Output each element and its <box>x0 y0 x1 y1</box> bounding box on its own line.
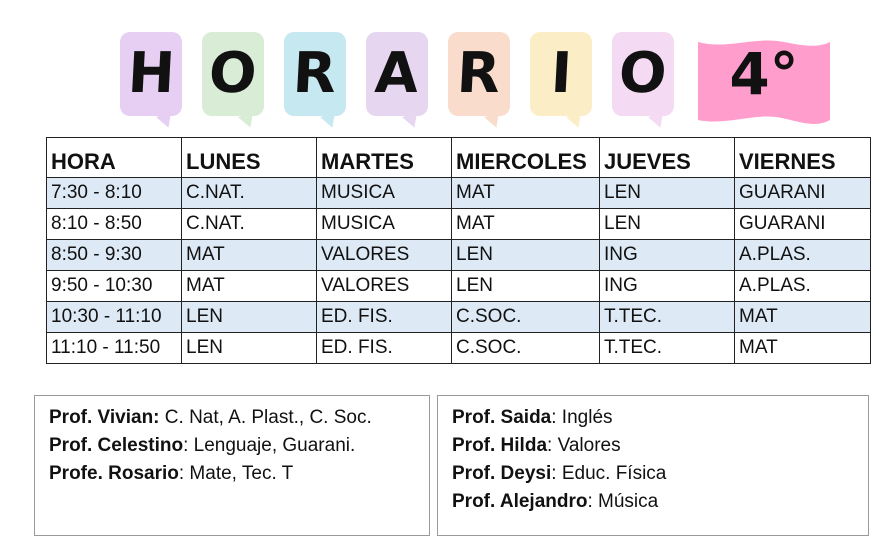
table-row <box>47 302 871 333</box>
header-jueves: JUEVES <box>600 138 735 178</box>
title-letter-bubble <box>612 32 674 116</box>
teacher-subjects: : Mate, Tec. T <box>178 463 294 484</box>
subject-cell: MAT <box>452 178 600 209</box>
teacher-name: Prof. Vivian: <box>49 407 160 428</box>
time-cell: 7:30 - 8:10 <box>47 178 182 209</box>
teacher-line <box>49 404 415 432</box>
subject-cell: MUSICA <box>317 178 452 209</box>
table-header-row <box>47 138 871 178</box>
header-martes: MARTES <box>317 138 452 178</box>
subject-cell: ING <box>600 271 735 302</box>
teachers-box-right <box>437 395 869 536</box>
subject-cell: A.PLAS. <box>735 240 871 271</box>
table-row <box>47 271 871 302</box>
header-hora: HORA <box>47 138 182 178</box>
teacher-subjects: : Lenguaje, Guarani. <box>183 435 356 456</box>
teacher-name: Prof. Deysi <box>452 463 552 484</box>
header-viernes: VIERNES <box>735 138 871 178</box>
teacher-subjects: C. Nat, A. Plast., C. Soc. <box>159 407 372 428</box>
title-banner <box>120 30 840 130</box>
subject-cell: MUSICA <box>317 209 452 240</box>
subject-cell: MAT <box>452 209 600 240</box>
subject-cell: LEN <box>452 240 600 271</box>
teacher-name: Prof. Celestino <box>49 435 184 456</box>
title-letter-bubble <box>530 32 592 116</box>
teacher-name: Prof. Alejandro <box>452 491 588 512</box>
title-letter: R <box>455 41 503 106</box>
subject-cell: T.TEC. <box>600 333 735 364</box>
subject-cell: C.SOC. <box>452 333 600 364</box>
schedule-table <box>46 137 871 364</box>
title-letter-bubble <box>120 32 182 116</box>
teacher-line <box>452 488 854 516</box>
title-letter: H <box>125 41 177 106</box>
title-letter-bubble <box>284 32 346 116</box>
subject-cell: T.TEC. <box>600 302 735 333</box>
header-miercoles: MIERCOLES <box>452 138 600 178</box>
teacher-line <box>452 432 854 460</box>
teachers-box-left <box>34 395 430 536</box>
subject-cell: C.NAT. <box>182 209 317 240</box>
teacher-subjects: : Educ. Física <box>551 463 667 484</box>
teacher-name: Prof. Hilda <box>452 435 548 456</box>
table-row <box>47 240 871 271</box>
subject-cell: LEN <box>600 209 735 240</box>
title-letter: R <box>291 41 339 106</box>
title-letter: O <box>207 41 259 106</box>
title-letter-bubble <box>202 32 264 116</box>
header-lunes: LUNES <box>182 138 317 178</box>
time-cell: 8:50 - 9:30 <box>47 240 182 271</box>
grade-flag <box>696 36 832 120</box>
subject-cell: MAT <box>735 333 871 364</box>
subject-cell: ED. FIS. <box>317 333 452 364</box>
subject-cell: A.PLAS. <box>735 271 871 302</box>
subject-cell: MAT <box>735 302 871 333</box>
teacher-subjects: : Música <box>587 491 659 512</box>
subject-cell: ED. FIS. <box>317 302 452 333</box>
teacher-name: Profe. Rosario <box>49 463 179 484</box>
table-row <box>47 209 871 240</box>
teacher-subjects: : Inglés <box>551 407 613 428</box>
subject-cell: MAT <box>182 240 317 271</box>
subject-cell: C.SOC. <box>452 302 600 333</box>
time-cell: 8:10 - 8:50 <box>47 209 182 240</box>
subject-cell: VALORES <box>317 271 452 302</box>
teacher-line <box>452 404 854 432</box>
teacher-line <box>452 460 854 488</box>
time-cell: 11:10 - 11:50 <box>47 333 182 364</box>
time-cell: 9:50 - 10:30 <box>47 271 182 302</box>
subject-cell: GUARANI <box>735 178 871 209</box>
subject-cell: ING <box>600 240 735 271</box>
subject-cell: MAT <box>182 271 317 302</box>
subject-cell: LEN <box>452 271 600 302</box>
table-row <box>47 333 871 364</box>
table-row <box>47 178 871 209</box>
teacher-line <box>49 460 415 488</box>
subject-cell: C.NAT. <box>182 178 317 209</box>
title-letter: O <box>617 41 669 106</box>
teacher-line <box>49 432 415 460</box>
subject-cell: LEN <box>600 178 735 209</box>
title-letter: I <box>548 41 574 106</box>
teacher-subjects: : Valores <box>547 435 621 456</box>
title-letter: A <box>373 41 421 106</box>
teacher-name: Prof. Saida <box>452 407 552 428</box>
subject-cell: VALORES <box>317 240 452 271</box>
time-cell: 10:30 - 11:10 <box>47 302 182 333</box>
grade-label: 4° <box>729 40 799 108</box>
subject-cell: LEN <box>182 302 317 333</box>
subject-cell: LEN <box>182 333 317 364</box>
subject-cell: GUARANI <box>735 209 871 240</box>
title-letter-bubble <box>366 32 428 116</box>
title-letter-bubble <box>448 32 510 116</box>
